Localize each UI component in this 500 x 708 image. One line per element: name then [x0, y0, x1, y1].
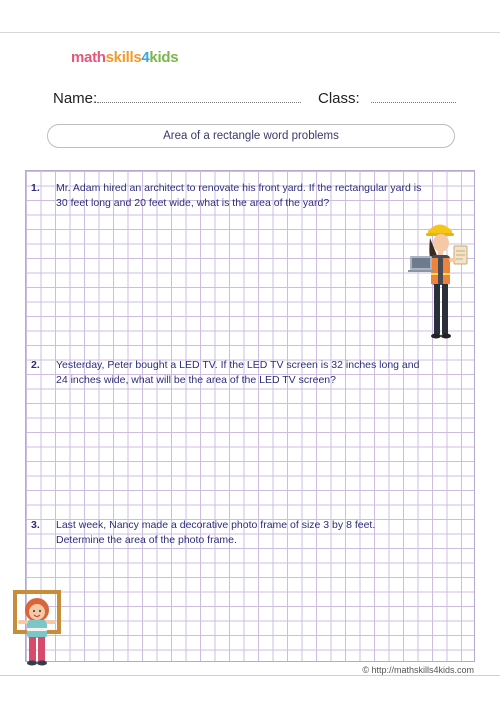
title-box: [47, 124, 455, 148]
name-label: Name:: [53, 90, 98, 107]
class-field[interactable]: [371, 102, 456, 103]
class-label: Class:: [318, 90, 360, 107]
question-number: 3.: [31, 519, 40, 531]
bottom-rule: [0, 675, 500, 676]
girl-with-frame-illustration: [12, 590, 70, 668]
name-field[interactable]: [97, 102, 301, 103]
worksheet-title: Area of a rectangle word problems: [163, 130, 339, 142]
credit-link[interactable]: © http://mathskills4kids.com: [359, 665, 477, 675]
question-text: Yesterday, Peter bought a LED TV. If the LED TV screen is 32 inches long and 24 inches wide, what will be the area of the LED TV screen?: [56, 359, 420, 386]
top-rule: [0, 32, 500, 33]
question-number: 1.: [31, 182, 40, 194]
architect-illustration: [408, 218, 470, 340]
question-number: 2.: [31, 359, 40, 371]
question-text: Last week, Nancy made a decorative photo frame of size 3 by 8 feet. Determine the area of the photo frame.: [56, 519, 376, 546]
question-text: Mr. Adam hired an architect to renovate his front yard. If the rectangular yard is 30 feet long and 20 feet wide, what is the area of the yard?: [56, 182, 422, 209]
logo: mathskills4kids: [71, 49, 179, 66]
